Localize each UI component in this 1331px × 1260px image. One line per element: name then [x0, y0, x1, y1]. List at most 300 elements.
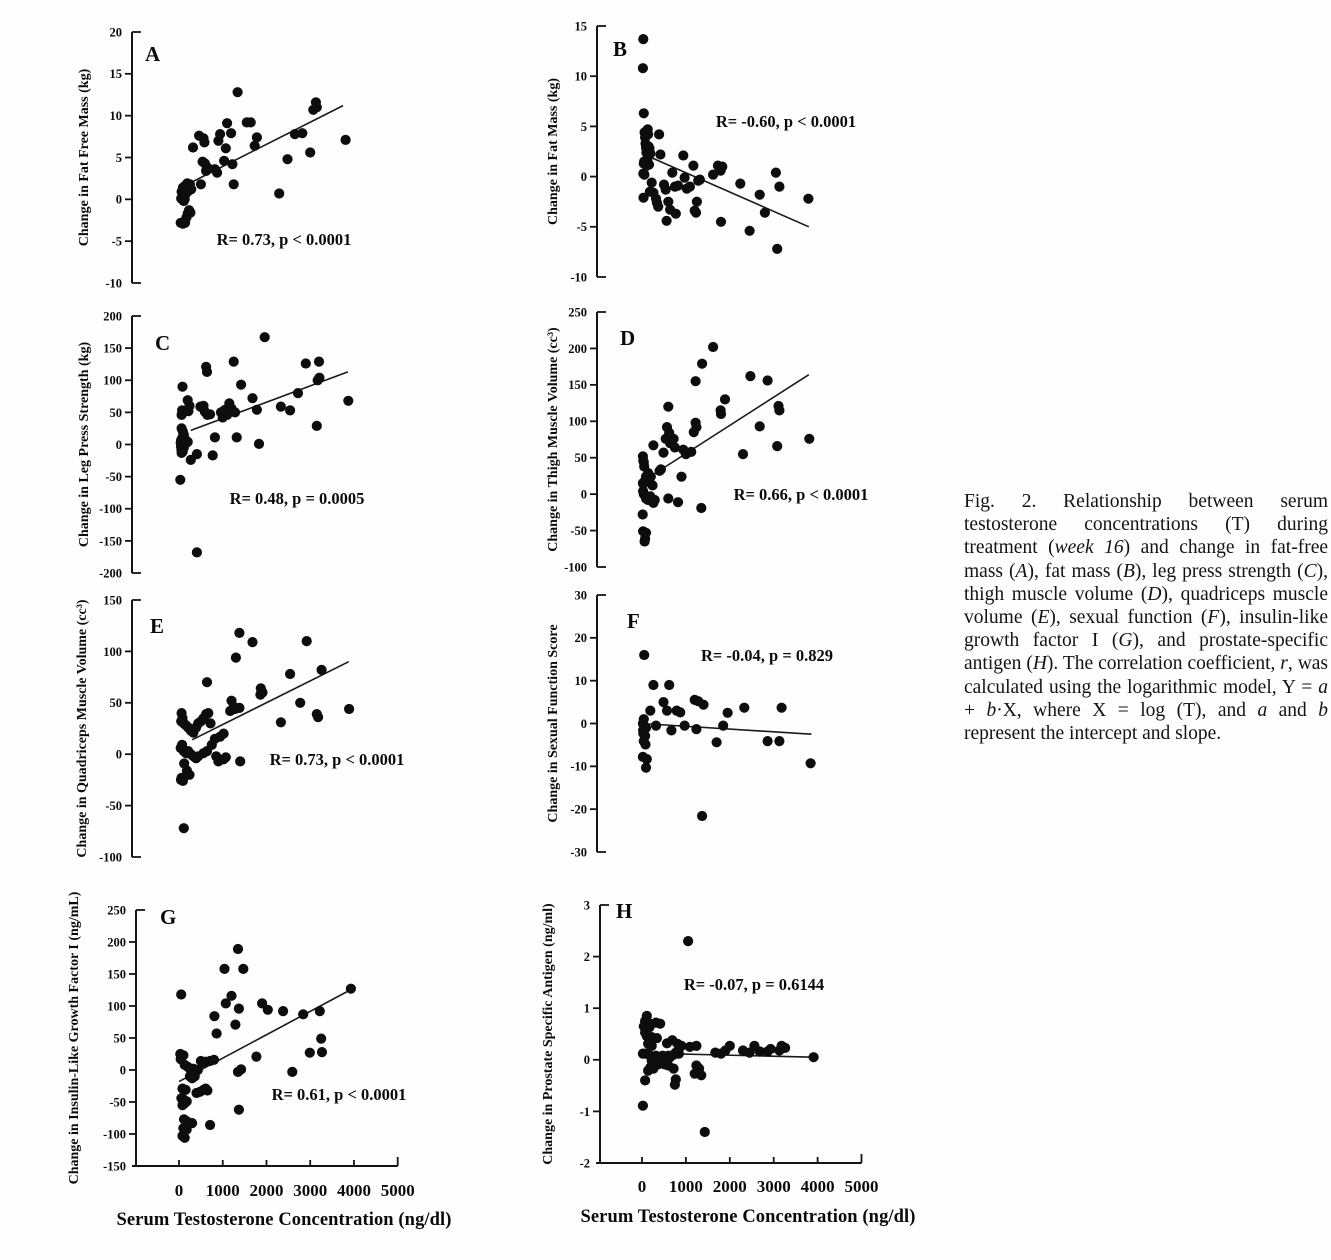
y-axis-label: Change in Prostate Specific Antigen (ng/ml)	[541, 903, 556, 1165]
x-tick-label: 1000	[668, 1177, 703, 1196]
y-tick-label: 10	[574, 674, 587, 689]
data-point	[313, 712, 323, 722]
data-point	[210, 432, 220, 442]
xaxis-title-left: Serum Testosterone Concentration (ng/dl)	[116, 1210, 452, 1230]
data-point	[697, 811, 707, 821]
data-point	[190, 1071, 200, 1081]
x-tick-label: 1000	[205, 1181, 240, 1200]
data-point	[285, 669, 295, 679]
y-axis-label: Change in Quadriceps Muscle Volume (cc³)	[75, 599, 90, 858]
y-tick-label: -100	[103, 1127, 126, 1142]
y-tick-label: -30	[570, 845, 587, 860]
y-tick-label: 250	[568, 305, 587, 320]
data-point	[293, 388, 303, 398]
data-point	[651, 721, 661, 731]
panel-letter: G	[160, 905, 177, 929]
y-tick-label: 200	[107, 935, 126, 950]
data-point	[648, 680, 658, 690]
y-tick-label: 50	[109, 696, 122, 711]
caption-italic-segment: G	[1118, 630, 1133, 652]
y-tick-label: -1	[579, 1104, 590, 1119]
data-point	[222, 118, 232, 128]
data-point	[755, 190, 765, 200]
data-point	[209, 1055, 219, 1065]
panel-letter: E	[150, 614, 165, 638]
y-tick-label: -20	[570, 802, 587, 817]
y-tick-label: -2	[579, 1156, 590, 1171]
data-point	[745, 226, 755, 236]
data-point	[230, 407, 240, 417]
data-point	[255, 690, 265, 700]
data-point	[205, 409, 215, 419]
plot-E	[75, 593, 404, 864]
correlation-annotation: R= 0.61, p < 0.0001	[271, 1085, 407, 1104]
y-tick-label: 2	[583, 949, 590, 964]
data-point	[238, 964, 248, 974]
data-point	[645, 706, 655, 716]
data-point	[207, 740, 217, 750]
caption-italic-segment: b	[1318, 699, 1329, 721]
y-tick-label: 5	[580, 119, 587, 134]
caption-italic-segment: r	[1280, 653, 1288, 675]
data-point	[774, 736, 784, 746]
data-point	[804, 434, 814, 444]
y-tick-label: -50	[105, 798, 122, 813]
data-point	[295, 698, 305, 708]
data-point	[655, 1019, 665, 1029]
data-point	[312, 102, 322, 112]
y-tick-label: 10	[574, 69, 587, 84]
data-point	[638, 509, 648, 519]
data-point	[301, 358, 311, 368]
data-point	[226, 128, 236, 138]
data-point	[691, 1041, 701, 1051]
data-point	[179, 823, 189, 833]
data-point	[225, 706, 235, 716]
data-point	[175, 475, 185, 485]
data-point	[287, 1067, 297, 1077]
data-point	[772, 441, 782, 451]
data-point	[653, 202, 663, 212]
data-point	[202, 367, 212, 377]
caption-segment: ), insulin-like growth factor I (	[964, 607, 1328, 652]
y-tick-label: 0	[583, 1053, 590, 1068]
plot-D	[546, 305, 868, 574]
caption-segment: ), quadriceps muscle volume (	[964, 583, 1328, 629]
data-point	[639, 650, 649, 660]
data-point	[234, 628, 244, 638]
data-point	[229, 179, 239, 189]
data-point	[278, 1006, 288, 1016]
data-point	[738, 449, 748, 459]
plot-A	[77, 25, 351, 290]
data-point	[260, 332, 270, 342]
plot-H	[541, 898, 879, 1196]
data-point	[312, 421, 322, 431]
y-tick-label: 1	[583, 1001, 590, 1016]
data-point	[663, 493, 673, 503]
data-point	[315, 1006, 325, 1016]
data-point	[205, 1120, 215, 1130]
data-point	[208, 450, 218, 460]
data-point	[212, 168, 222, 178]
caption-segment: ·X, where X = log (T), and	[996, 699, 1258, 721]
data-point	[716, 409, 726, 419]
data-point	[229, 357, 239, 367]
caption-segment: ), thigh muscle volume (	[964, 560, 1328, 605]
data-point	[233, 87, 243, 97]
caption-italic-segment: week 16	[1054, 537, 1124, 559]
y-tick-label: -10	[105, 276, 122, 291]
y-tick-label: 150	[568, 378, 587, 393]
y-tick-label: -50	[105, 470, 122, 484]
x-tick-label: 0	[174, 1181, 184, 1200]
y-axis-label: Change in Thigh Muscle Volume (cc³)	[546, 327, 561, 552]
panel-letter: F	[627, 609, 640, 633]
data-point	[780, 1043, 790, 1053]
y-tick-label: -100	[99, 502, 122, 517]
data-point	[219, 729, 229, 739]
x-tick-label: 3000	[293, 1181, 328, 1200]
data-point	[298, 1009, 308, 1019]
data-point	[314, 373, 324, 383]
data-point	[700, 1127, 710, 1137]
data-point	[252, 132, 262, 142]
data-point	[215, 129, 225, 139]
data-point	[669, 434, 679, 444]
y-tick-label: 15	[574, 19, 587, 34]
panel-letter: H	[616, 899, 633, 923]
data-point	[678, 150, 688, 160]
data-point	[720, 394, 730, 404]
data-point	[638, 63, 648, 73]
plot-B	[546, 19, 856, 284]
data-point	[202, 677, 212, 687]
y-tick-label: 0	[115, 192, 122, 207]
data-point	[809, 1052, 819, 1062]
caption-italic-segment: D	[1147, 583, 1162, 605]
correlation-annotation: R= 0.66, p < 0.0001	[733, 485, 869, 504]
caption-italic-segment: a	[1257, 699, 1268, 721]
data-point	[766, 1044, 776, 1054]
data-point	[717, 162, 727, 172]
data-point	[645, 148, 655, 158]
data-point	[763, 736, 773, 746]
data-point	[346, 984, 356, 994]
data-point	[696, 1070, 706, 1080]
data-point	[675, 707, 685, 717]
data-point	[209, 1011, 219, 1021]
data-point	[723, 708, 733, 718]
data-point	[230, 1020, 240, 1030]
y-tick-label: -5	[111, 234, 122, 249]
panel-letter: D	[620, 326, 636, 350]
data-point	[188, 142, 198, 152]
y-tick-label: 50	[109, 405, 122, 420]
y-tick-label: 250	[107, 903, 126, 918]
data-point	[276, 402, 286, 412]
panel-letter: B	[613, 37, 628, 61]
data-point	[803, 194, 813, 204]
caption-italic-segment: b	[986, 699, 997, 721]
data-point	[227, 159, 237, 169]
y-tick-label: 0	[119, 1063, 126, 1078]
data-point	[735, 179, 745, 189]
data-point	[763, 375, 773, 385]
y-tick-label: 150	[103, 341, 122, 356]
data-point	[666, 725, 676, 735]
caption-segment: , was calculated using the logarithmic model, Y =	[964, 653, 1329, 698]
data-point	[686, 447, 696, 457]
data-point	[314, 357, 324, 367]
data-point	[639, 170, 649, 180]
y-tick-label: 0	[115, 437, 122, 452]
data-point	[251, 1052, 261, 1062]
y-tick-label: 10	[109, 109, 122, 124]
data-point	[777, 703, 787, 713]
data-point	[697, 359, 707, 369]
data-point	[691, 376, 701, 386]
data-point	[246, 117, 256, 127]
data-point	[663, 402, 673, 412]
panel-letter: C	[155, 331, 171, 355]
y-axis-label: Change in Fat Mass (kg)	[546, 77, 561, 226]
data-point	[691, 724, 701, 734]
data-point	[247, 393, 257, 403]
y-axis-label: Change in Leg Press Strength (kg)	[77, 341, 92, 548]
data-point	[655, 149, 665, 159]
data-point	[774, 405, 784, 415]
data-point	[233, 944, 243, 954]
data-point	[235, 756, 245, 766]
y-tick-label: 0	[580, 169, 587, 184]
caption-segment: ) and change in fat-free mass (	[964, 537, 1328, 582]
data-point	[186, 184, 196, 194]
data-point	[176, 775, 186, 785]
data-point	[689, 427, 699, 437]
y-tick-label: 20	[109, 25, 122, 40]
data-point	[221, 752, 231, 762]
data-point	[203, 708, 213, 718]
data-point	[644, 160, 654, 170]
data-point	[640, 1075, 650, 1085]
data-point	[669, 1064, 679, 1074]
data-point	[302, 636, 312, 646]
data-point	[305, 1048, 315, 1058]
data-point	[692, 197, 702, 207]
caption-segment: Fig. 2. Relationship between serum testosterone concentrations (T) during treatment (	[964, 491, 1328, 559]
data-point	[212, 1028, 222, 1038]
y-tick-label: -50	[570, 523, 587, 538]
y-tick-label: 0	[580, 487, 587, 502]
y-axis-label: Change in Sexual Function Score	[546, 624, 561, 823]
data-point	[647, 178, 657, 188]
y-tick-label: -150	[103, 1159, 126, 1174]
caption-italic-segment: A	[1015, 560, 1028, 582]
correlation-annotation: R= -0.04, p = 0.829	[700, 646, 834, 665]
x-tick-label: 4000	[800, 1177, 835, 1196]
caption-italic-segment: a	[1318, 676, 1328, 698]
y-tick-label: -5	[576, 220, 587, 235]
x-tick-label: 5000	[844, 1177, 879, 1196]
plot-F	[546, 588, 833, 859]
data-point	[317, 665, 327, 675]
data-point	[640, 536, 650, 546]
data-point	[654, 129, 664, 139]
data-point	[254, 439, 264, 449]
data-point	[183, 437, 193, 447]
panel-letter: A	[145, 42, 161, 66]
caption-italic-segment: B	[1122, 560, 1135, 582]
correlation-annotation: R= -0.60, p < 0.0001	[715, 112, 857, 131]
data-point	[745, 371, 755, 381]
data-point	[236, 380, 246, 390]
x-tick-label: 0	[637, 1177, 647, 1196]
data-point	[234, 1105, 244, 1115]
y-axis-label: Change in Insulin-Like Growth Factor I (ng/mL)	[67, 891, 82, 1185]
y-tick-label: -200	[99, 566, 122, 581]
data-point	[274, 188, 284, 198]
y-tick-label: 100	[103, 373, 122, 388]
caption-segment: ), and prostate-specific antigen (	[964, 630, 1328, 675]
x-tick-label: 4000	[336, 1181, 371, 1200]
data-point	[664, 680, 674, 690]
data-point	[755, 421, 765, 431]
data-point	[739, 703, 749, 713]
y-tick-label: 100	[107, 999, 126, 1014]
data-point	[317, 1047, 327, 1057]
data-point	[683, 936, 693, 946]
data-point	[205, 718, 215, 728]
data-point	[343, 396, 353, 406]
data-point	[341, 135, 351, 145]
data-point	[720, 1045, 730, 1055]
plot-C	[77, 309, 364, 580]
y-tick-label: -100	[564, 560, 587, 575]
data-point	[662, 706, 672, 716]
data-point	[196, 179, 206, 189]
plot-G	[67, 891, 415, 1200]
data-point	[231, 653, 241, 663]
data-point	[708, 342, 718, 352]
data-point	[661, 185, 671, 195]
data-point	[191, 1088, 201, 1098]
y-tick-label: 0	[580, 716, 587, 731]
data-point	[673, 497, 683, 507]
data-point	[691, 208, 701, 218]
y-tick-label: 150	[107, 967, 126, 982]
caption-segment: and	[1267, 699, 1319, 721]
data-point	[221, 143, 231, 153]
data-point	[696, 503, 706, 513]
y-tick-label: 50	[113, 1031, 126, 1046]
data-point	[745, 1048, 755, 1058]
data-point	[643, 1066, 653, 1076]
data-point	[640, 739, 650, 749]
data-point	[760, 208, 770, 218]
caption-italic-segment: E	[1037, 607, 1050, 629]
y-tick-label: 50	[574, 451, 587, 466]
x-tick-label: 2000	[712, 1177, 747, 1196]
x-tick-label: 2000	[249, 1181, 284, 1200]
data-point	[771, 168, 781, 178]
trend-line	[191, 372, 348, 430]
data-point	[263, 1005, 273, 1015]
data-point	[639, 108, 649, 118]
y-tick-label: 0	[115, 747, 122, 762]
caption-segment: represent the intercept and slope.	[964, 723, 1222, 745]
data-point	[698, 700, 708, 710]
y-tick-label: 200	[568, 341, 587, 356]
data-point	[680, 173, 690, 183]
data-point	[673, 181, 683, 191]
y-tick-label: 100	[568, 414, 587, 429]
y-tick-label: 5	[115, 150, 122, 165]
correlation-annotation: R= 0.73, p < 0.0001	[269, 750, 405, 769]
x-tick-label: 3000	[756, 1177, 791, 1196]
data-point	[670, 1080, 680, 1090]
data-point	[276, 717, 286, 727]
data-point	[232, 432, 242, 442]
data-point	[247, 637, 257, 647]
caption-segment: ). The correlation coefficient,	[1046, 653, 1281, 675]
data-point	[667, 168, 677, 178]
data-point	[282, 154, 292, 164]
caption-segment: ), fat mass (	[1027, 560, 1123, 582]
data-point	[650, 495, 660, 505]
data-point	[285, 405, 295, 415]
caption-italic-segment: F	[1207, 607, 1220, 629]
data-point	[199, 137, 209, 147]
data-point	[688, 161, 698, 171]
data-point	[638, 34, 648, 44]
data-point	[712, 737, 722, 747]
data-point	[344, 704, 354, 714]
data-point	[655, 466, 665, 476]
data-point	[182, 1096, 192, 1106]
caption-segment: ), leg press strength (	[1134, 560, 1304, 582]
data-point	[192, 547, 202, 557]
y-tick-label: -100	[99, 850, 122, 865]
y-tick-label: -150	[99, 534, 122, 549]
caption-segment: ), sexual function (	[1049, 607, 1208, 629]
data-point	[234, 703, 244, 713]
data-point	[772, 244, 782, 254]
data-point	[180, 1133, 190, 1143]
data-point	[658, 448, 668, 458]
data-point	[305, 147, 315, 157]
data-point	[183, 406, 193, 416]
y-axis-label: Change in Fat Free Mass (kg)	[77, 68, 92, 247]
data-point	[176, 989, 186, 999]
y-tick-label: 100	[103, 644, 122, 659]
correlation-annotation: R= -0.07, p = 0.6144	[683, 975, 825, 994]
data-point	[647, 480, 657, 490]
figure-caption	[964, 490, 1328, 745]
xaxis-title-right: Serum Testosterone Concentration (ng/dl)	[580, 1207, 916, 1227]
data-point	[297, 128, 307, 138]
correlation-annotation: R= 0.48, p = 0.0005	[229, 489, 365, 508]
data-point	[202, 1085, 212, 1095]
data-point	[685, 182, 695, 192]
data-point	[806, 758, 816, 768]
y-tick-label: 200	[103, 309, 122, 324]
data-point	[716, 217, 726, 227]
data-point	[177, 382, 187, 392]
data-point	[316, 1034, 326, 1044]
y-tick-label: -10	[570, 759, 587, 774]
data-point	[252, 405, 262, 415]
